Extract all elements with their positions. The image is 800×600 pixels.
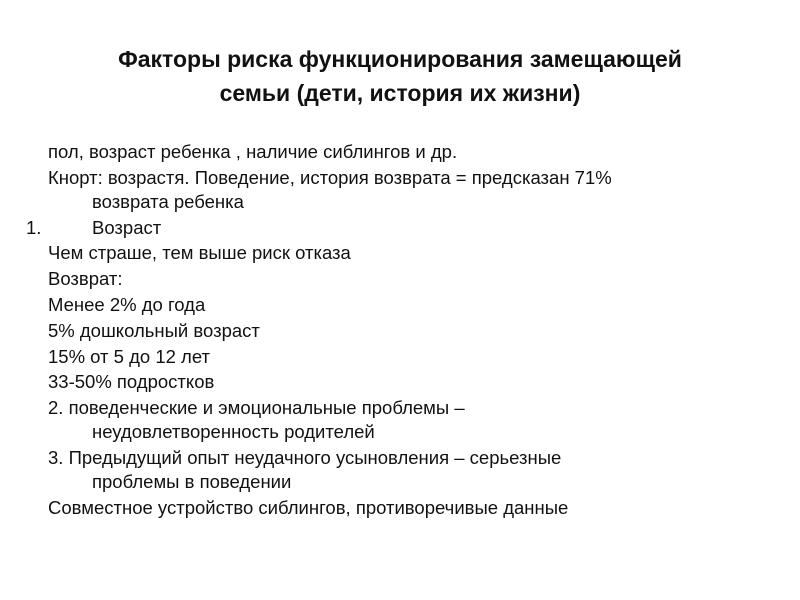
line-continuation: возврата ребенка xyxy=(92,190,244,212)
text-line xyxy=(26,396,746,444)
slide-title xyxy=(60,42,740,110)
line-text: Менее 2% до года xyxy=(48,293,206,315)
text-line xyxy=(26,345,746,369)
text-line xyxy=(26,293,746,317)
line-text: 5% дошкольный возраст xyxy=(48,319,260,341)
slide-body xyxy=(26,140,746,522)
text-line xyxy=(26,319,746,343)
line-continuation: проблемы в поведении xyxy=(92,470,292,492)
line-text: 33-50% подростков xyxy=(48,371,215,393)
line-text: 2. поведенческие и эмоциональные проблемы – xyxy=(48,397,465,419)
title-line-2: семьи (дети, история их жизни) xyxy=(219,80,581,106)
line-text: Чем страше, тем выше риск отказа xyxy=(48,242,351,264)
line-continuation: неудовлетворенность родителей xyxy=(92,421,375,443)
text-line xyxy=(26,370,746,394)
title-line-1: Факторы риска функционирования замещающей xyxy=(118,46,682,72)
text-line xyxy=(26,140,746,164)
line-text: 3. Предыдущий опыт неудачного усыновления – серьезные xyxy=(48,446,562,468)
line-text: Возврат: xyxy=(48,268,123,290)
text-line xyxy=(26,166,746,214)
text-line xyxy=(26,241,746,265)
line-text: Совместное устройство сиблингов, противоречивые данные xyxy=(48,496,569,518)
text-line xyxy=(26,267,746,291)
line-text: 15% от 5 до 12 лет xyxy=(48,345,210,367)
text-line xyxy=(26,446,746,494)
line-text: пол, возраст ребенка , наличие сиблингов и др. xyxy=(48,141,458,162)
line-text: Возраст xyxy=(92,216,162,238)
text-line xyxy=(26,496,746,520)
line-text: Кнорт: возрастя. Поведение, история возврата = предсказан 71% xyxy=(48,166,612,188)
item-number: 1. xyxy=(26,216,42,238)
numbered-item xyxy=(26,216,746,240)
